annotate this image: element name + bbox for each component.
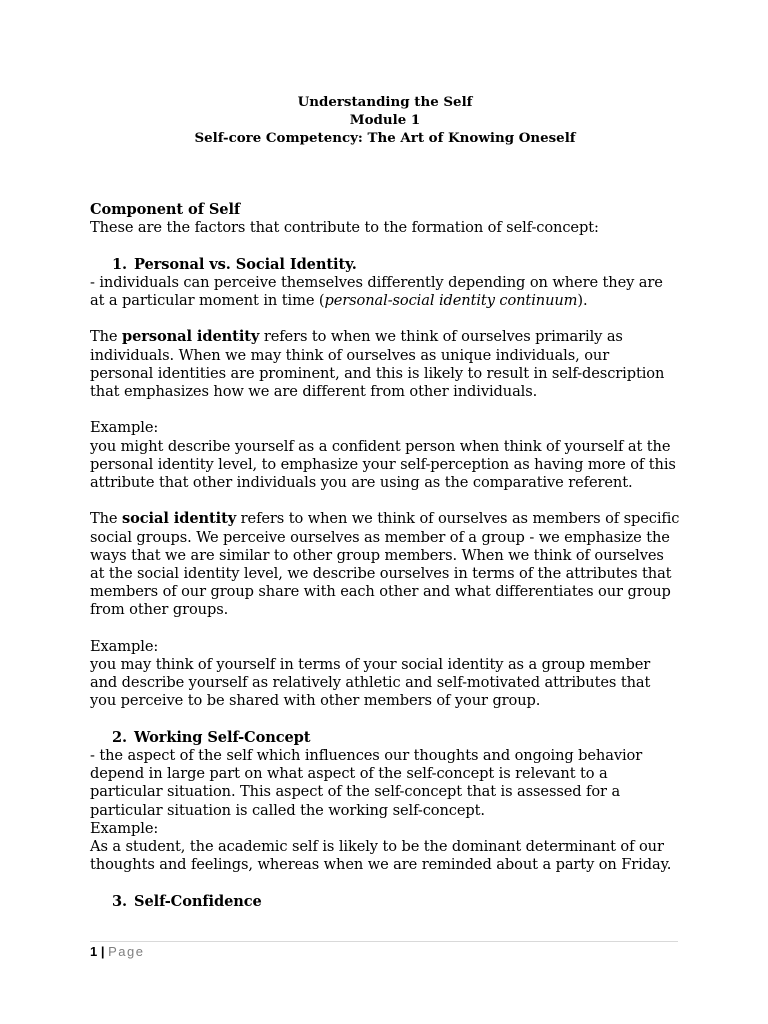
social-identity-line: members of our group share with each other and what differentiates our group (90, 583, 671, 601)
item-1-number: 1. (112, 255, 128, 273)
page-footer (90, 944, 145, 960)
item-3-heading (90, 893, 690, 911)
text-run: The (90, 328, 123, 346)
spacer (90, 310, 690, 328)
example-line: thoughts and feelings, whereas when we are reminded about a party on Friday. (90, 856, 672, 874)
spacer (90, 401, 690, 419)
example-line: attribute that other individuals you are using as the comparative referent. (90, 474, 633, 491)
example-line: and describe yourself as relatively athletic and self-motivated attributes that (90, 674, 651, 692)
example-line: you perceive to be shared with other members of your group. (90, 692, 541, 710)
example-label: Example: (90, 819, 159, 837)
personal-identity-line: that emphasizes how we are different from other individuals. (90, 383, 538, 400)
spacer (90, 237, 690, 255)
item-2-line: particular situation. This aspect of the self-concept that is assessed for a (90, 783, 621, 801)
example-label: Example: (90, 637, 159, 655)
document-subtitle: Self-core Competency: The Art of Knowing Oneself (194, 130, 576, 146)
section-heading: Component of Self (90, 201, 241, 218)
page-number: 1 (90, 944, 98, 959)
personal-identity-line (90, 328, 690, 346)
item-2-number: 2. (112, 728, 128, 746)
document-title: Understanding the Self (297, 94, 473, 110)
personal-identity-line: personal identities are prominent, and this is likely to result in self-description (90, 364, 665, 382)
example-label: Example: (90, 419, 159, 437)
spacer (90, 711, 690, 729)
social-identity-term: social identity (122, 510, 237, 528)
text-run: ). (577, 292, 588, 309)
module-label: Module 1 (349, 112, 421, 128)
item-1-desc-line (90, 292, 690, 310)
text-run: refers to when we think of ourselves as members of specific (236, 510, 680, 528)
text-run: The (90, 510, 123, 528)
spacer (90, 874, 690, 892)
example-line: you may think of yourself in terms of your social identity as a group member (90, 656, 651, 673)
item-1-desc-line: - individuals can perceive themselves differently depending on where they are (90, 273, 663, 291)
social-identity-line: social groups. We perceive ourselves as member of a group - we emphasize the (90, 528, 670, 546)
item-2-line: depend in large part on what aspect of the self-concept is relevant to a (90, 765, 608, 783)
document-header (90, 93, 680, 147)
item-3-title: Self-Confidence (134, 892, 262, 910)
spacer (90, 620, 690, 638)
text-run: at a particular moment in time ( (90, 292, 325, 309)
item-2-heading (90, 729, 690, 747)
item-2-line: particular situation is called the working self-concept. (90, 801, 485, 819)
page-label: Page (108, 944, 145, 959)
example-line: you might describe yourself as a confident person when think of yourself at the (90, 437, 671, 455)
page-separator: | (100, 944, 105, 959)
item-2-line: - the aspect of the self which influences our thoughts and ongoing behavior (90, 747, 643, 764)
spacer (90, 492, 690, 510)
continuum-term: personal-social identity continuum (324, 292, 578, 309)
social-identity-line: at the social identity level, we describe ourselves in terms of the attributes that (90, 565, 672, 582)
item-1-title: Personal vs. Social Identity. (134, 255, 357, 273)
text-run: refers to when we think of ourselves primarily as (259, 328, 623, 346)
personal-identity-line: individuals. When we may think of ourselves as unique individuals, our (90, 346, 610, 364)
social-identity-line: from other groups. (90, 601, 229, 619)
example-line: As a student, the academic self is likely to be the dominant determinant of our (90, 838, 664, 856)
example-line: personal identity level, to emphasize your self-perception as having more of this (90, 455, 676, 473)
footer-divider (90, 941, 678, 942)
document-body (90, 201, 690, 911)
social-identity-line (90, 510, 690, 528)
social-identity-line: ways that we are similar to other group members. When we think of ourselves (90, 546, 664, 564)
item-3-number: 3. (112, 892, 128, 910)
section-intro: These are the factors that contribute to the formation of self-concept: (90, 219, 599, 237)
personal-identity-term: personal identity (122, 328, 260, 346)
item-1-heading (90, 256, 690, 274)
item-2-title: Working Self-Concept (134, 728, 311, 746)
